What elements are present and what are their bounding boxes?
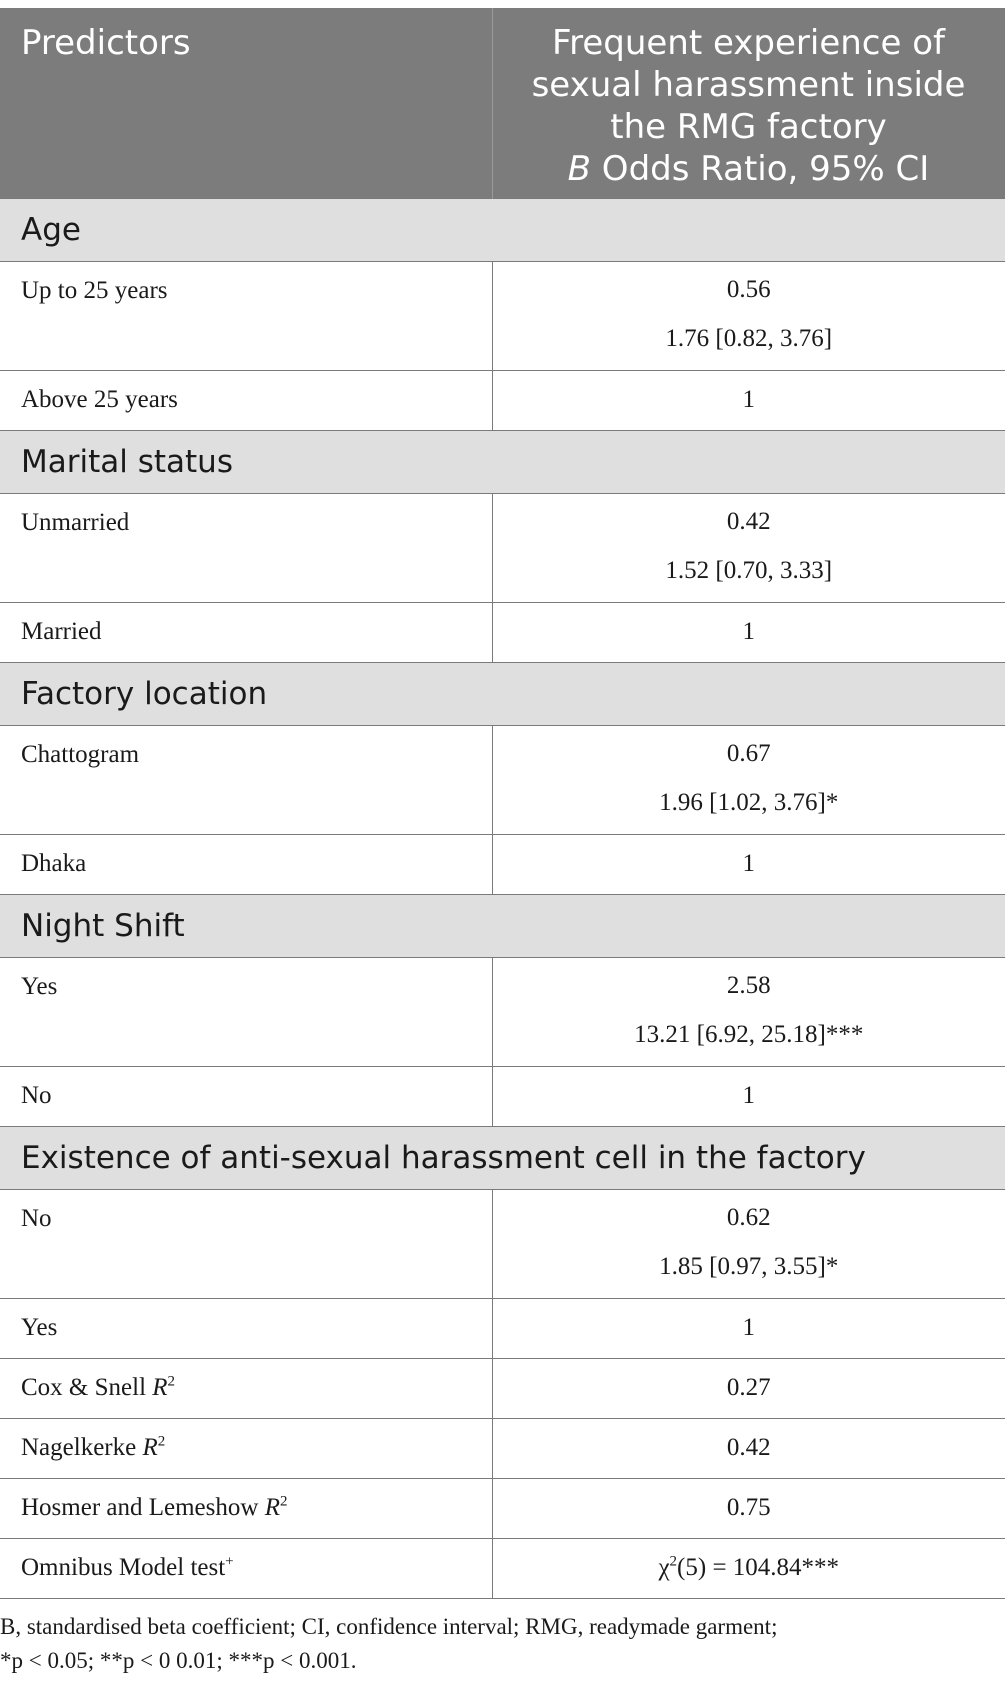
section-row-factory-location	[0, 662, 1005, 725]
header-or-ci: Odds Ratio, 95% CI	[591, 149, 930, 189]
row-label: No	[0, 1066, 492, 1126]
row-value: 1	[492, 1298, 1005, 1358]
header-outcome-line: the RMG factory	[610, 107, 887, 147]
row-value	[492, 1189, 1005, 1298]
table-row	[0, 1298, 1005, 1358]
b-value: 2.58	[726, 971, 771, 999]
regression-table	[0, 8, 1005, 1599]
table-row	[0, 957, 1005, 1066]
row-label: Up to 25 years	[0, 261, 492, 370]
odds-ratio-ci: 13.21 [6.92, 25.18]***	[634, 1020, 864, 1048]
row-value: 1	[492, 1066, 1005, 1126]
section-row-anti-harassment-cell	[0, 1126, 1005, 1189]
section-title: Age	[0, 198, 1005, 261]
header-b-symbol: B	[567, 149, 591, 189]
section-row-age	[0, 198, 1005, 261]
stat-superscript: 2	[157, 1433, 166, 1450]
b-value: 0.62	[726, 1203, 771, 1231]
stat-label	[0, 1358, 492, 1418]
regression-table-container	[0, 8, 1005, 1599]
stat-label	[0, 1418, 492, 1478]
section-row-night-shift	[0, 894, 1005, 957]
stat-superscript: +	[225, 1553, 234, 1570]
stat-label	[0, 1478, 492, 1538]
odds-ratio-ci: 1.76 [0.82, 3.76]	[665, 324, 833, 352]
header-predictors: Predictors	[0, 8, 492, 198]
odds-ratio-ci: 1.96 [1.02, 3.76]*	[659, 788, 839, 816]
table-row	[0, 493, 1005, 602]
chi-symbol: χ	[658, 1553, 670, 1581]
chi-superscript: 2	[669, 1553, 678, 1570]
stat-value: 0.42	[492, 1418, 1005, 1478]
table-row	[0, 1189, 1005, 1298]
section-title: Existence of anti-sexual harassment cell in the factory	[0, 1126, 1005, 1189]
table-footnote	[0, 1610, 1005, 1678]
section-title: Factory location	[0, 662, 1005, 725]
header-outcome-line: Frequent experience of	[552, 23, 945, 63]
row-value	[492, 261, 1005, 370]
header-outcome-line: sexual harassment inside	[531, 65, 966, 105]
row-label: Chattogram	[0, 725, 492, 834]
chi-value: (5) = 104.84***	[677, 1553, 840, 1581]
row-label: Unmarried	[0, 493, 492, 602]
stat-value: 0.27	[492, 1358, 1005, 1418]
stat-symbol: R	[264, 1493, 280, 1521]
stat-label-text: Omnibus Model test	[21, 1553, 226, 1581]
row-value	[492, 725, 1005, 834]
row-label: Dhaka	[0, 834, 492, 894]
stat-row-omnibus	[0, 1538, 1005, 1598]
footnote-line: B, standardised beta coefficient; CI, confidence interval; RMG, readymade garment;	[0, 1614, 778, 1639]
stat-row-cox-snell	[0, 1358, 1005, 1418]
table-row	[0, 725, 1005, 834]
table-row	[0, 261, 1005, 370]
row-value: 1	[492, 834, 1005, 894]
stat-value	[492, 1538, 1005, 1598]
stat-row-hosmer-lemeshow	[0, 1478, 1005, 1538]
stat-row-nagelkerke	[0, 1418, 1005, 1478]
stat-superscript: 2	[279, 1493, 288, 1510]
stat-label	[0, 1538, 492, 1598]
row-value	[492, 493, 1005, 602]
row-label: Married	[0, 602, 492, 662]
row-value: 1	[492, 370, 1005, 430]
row-value	[492, 957, 1005, 1066]
section-title: Marital status	[0, 430, 1005, 493]
stat-label-text: Nagelkerke	[21, 1433, 143, 1461]
stat-label-text: Cox & Snell	[21, 1373, 153, 1401]
row-label: Yes	[0, 957, 492, 1066]
table-header-row	[0, 8, 1005, 198]
row-label: Yes	[0, 1298, 492, 1358]
odds-ratio-ci: 1.52 [0.70, 3.33]	[665, 556, 833, 584]
row-label: Above 25 years	[0, 370, 492, 430]
stat-superscript: 2	[167, 1373, 176, 1390]
stat-symbol: R	[142, 1433, 158, 1461]
row-value: 1	[492, 602, 1005, 662]
b-value: 0.42	[726, 507, 771, 535]
header-outcome-stat-line	[505, 148, 993, 190]
b-value: 0.67	[726, 739, 771, 767]
stat-value: 0.75	[492, 1478, 1005, 1538]
row-label: No	[0, 1189, 492, 1298]
table-row	[0, 370, 1005, 430]
table-row	[0, 602, 1005, 662]
section-title: Night Shift	[0, 894, 1005, 957]
header-outcome	[492, 8, 1005, 198]
section-row-marital-status	[0, 430, 1005, 493]
footnote-line: *p < 0.05; **p < 0 0.01; ***p < 0.001.	[0, 1648, 357, 1673]
stat-symbol: R	[152, 1373, 168, 1401]
table-row	[0, 834, 1005, 894]
stat-label-text: Hosmer and Lemeshow	[21, 1493, 265, 1521]
odds-ratio-ci: 1.85 [0.97, 3.55]*	[659, 1252, 839, 1280]
b-value: 0.56	[726, 275, 771, 303]
table-row	[0, 1066, 1005, 1126]
